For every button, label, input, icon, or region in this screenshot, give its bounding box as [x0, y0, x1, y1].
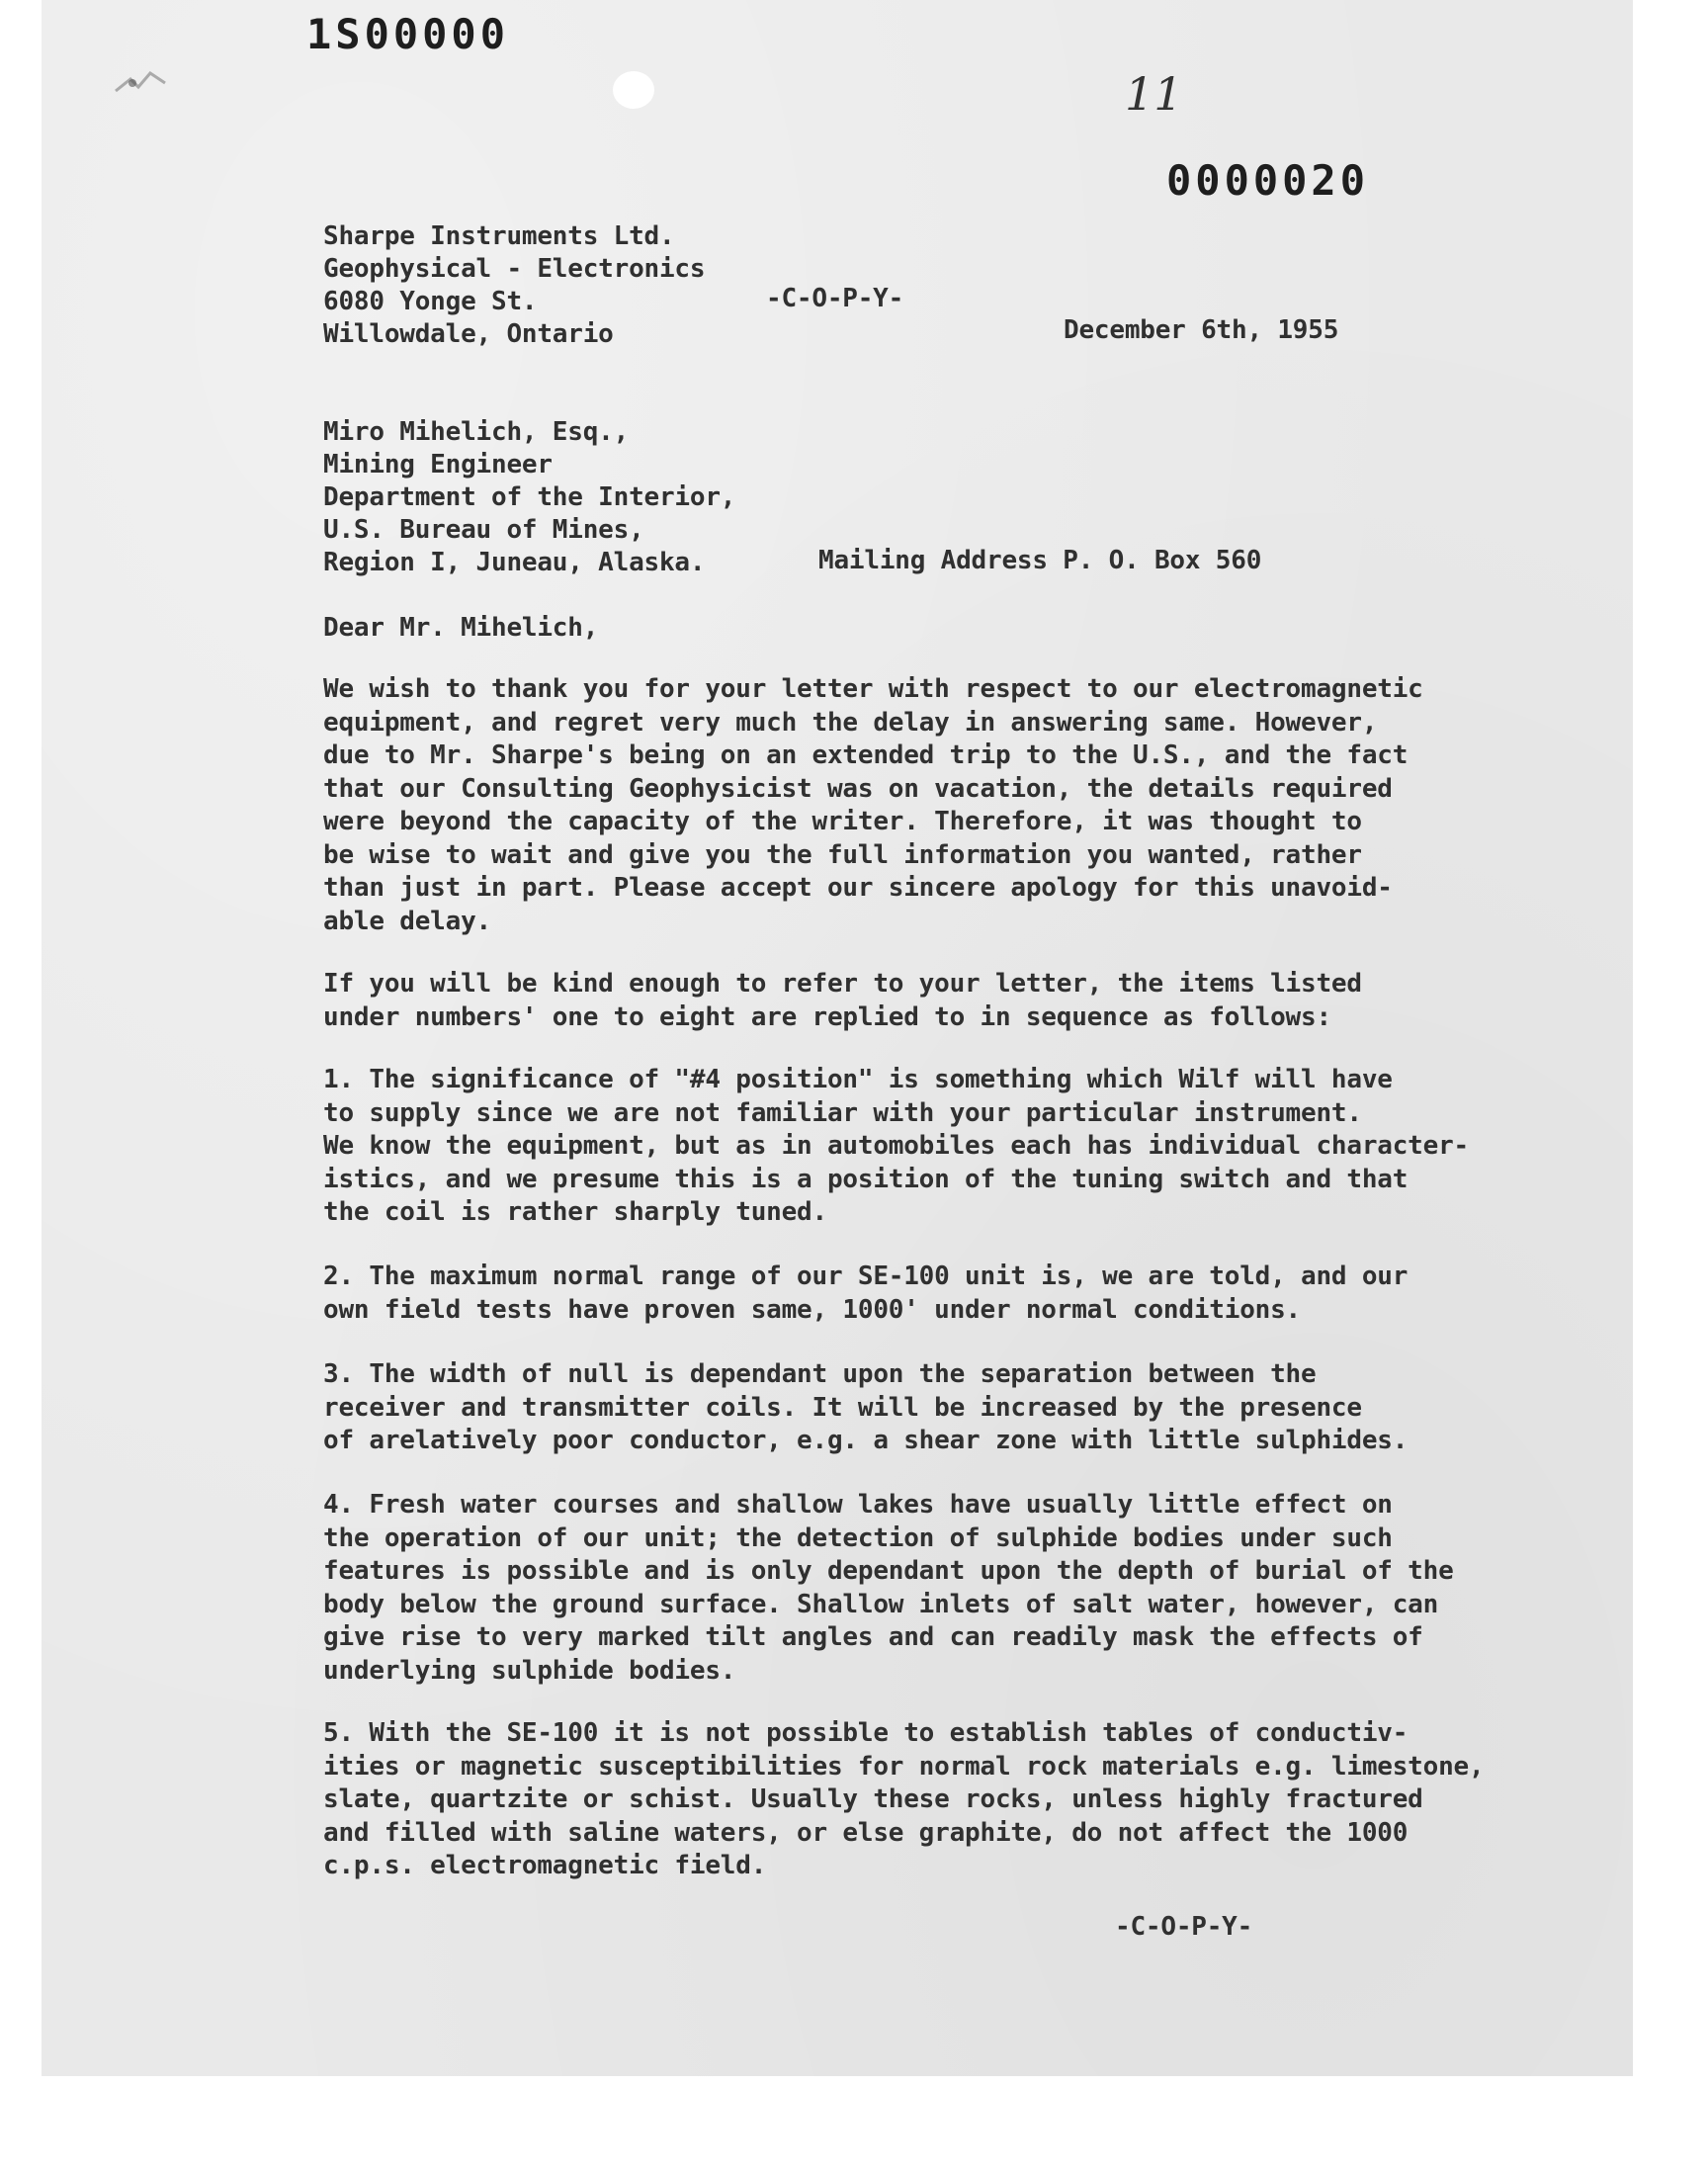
paragraph-line: and filled with saline waters, or else graphite, do not affect the 1000 — [323, 1817, 1409, 1848]
paragraph-line: c.p.s. electromagnetic field. — [323, 1851, 767, 1880]
paragraph-line: receiver and transmitter coils. It will be increased by the presence — [323, 1392, 1362, 1423]
item-4 — [323, 1489, 1608, 1688]
recipient-region: Region I, Juneau, Alaska. — [323, 548, 706, 577]
document-stamp-number: 0000020 — [1166, 156, 1370, 205]
paragraph-line: own field tests have proven same, 1000' under normal conditions. — [323, 1294, 1302, 1325]
paragraph-line: 5. With the SE-100 it is not possible to establish tables of conductiv- — [323, 1718, 1409, 1748]
item-1 — [323, 1064, 1608, 1230]
recipient-department: Department of the Interior, — [323, 482, 736, 512]
paragraph-line: istics, and we presume this is a position of the tuning switch and that — [323, 1164, 1409, 1194]
copy-mark-footer: -C-O-P-Y- — [1115, 1912, 1253, 1942]
paragraph-line: If you will be kind enough to refer to your letter, the items listed — [323, 969, 1362, 999]
letterhead-street: 6080 Yonge St. — [323, 287, 538, 316]
recipient-title: Mining Engineer — [323, 450, 553, 479]
paragraph-line: 4. Fresh water courses and shallow lakes have usually little effect on — [323, 1490, 1393, 1520]
handwritten-mark: 11 — [1125, 67, 1183, 121]
paragraph-line: 3. The width of null is dependant upon the separation between the — [323, 1359, 1317, 1389]
paragraph-line: body below the ground surface. Shallow inlets of salt water, however, can — [323, 1589, 1439, 1619]
item-3 — [323, 1358, 1608, 1458]
paragraph-line: be wise to wait and give you the full information you wanted, rather — [323, 839, 1362, 870]
letter-date: December 6th, 1955 — [1064, 315, 1339, 345]
paragraph-refer — [323, 968, 1608, 1034]
paragraph-line: features is possible and is only dependant upon the depth of burial of the — [323, 1556, 1454, 1586]
paragraph-line: underlying sulphide bodies. — [323, 1655, 736, 1686]
paragraph-line: We know the equipment, but as in automobiles each has individual character- — [323, 1131, 1469, 1161]
paragraph-line: were beyond the capacity of the writer. Therefore, it was thought to — [323, 807, 1362, 836]
recipient-mailing-address: Mailing Address P. O. Box 560 — [818, 546, 1262, 575]
paragraph-line: We wish to thank you for your letter with respect to our electromagnetic — [323, 674, 1423, 704]
recipient-name: Miro Mihelich, Esq., — [323, 417, 630, 447]
paragraph-line: the operation of our unit; the detection of sulphide bodies under such — [323, 1522, 1393, 1553]
top-stamp-number: 1S00000 — [306, 10, 510, 58]
punch-hole — [613, 71, 654, 109]
paragraph-line: 2. The maximum normal range of our SE-100 unit is, we are told, and our — [323, 1262, 1409, 1291]
item-2 — [323, 1261, 1608, 1327]
ink-smudge-mark — [111, 61, 170, 101]
paragraph-intro — [323, 673, 1608, 938]
paragraph-line: the coil is rather sharply tuned. — [323, 1197, 827, 1227]
paragraph-line: give rise to very marked tilt angles and can readily mask the effects of — [323, 1622, 1423, 1652]
item-5 — [323, 1717, 1608, 1883]
paragraph-line: able delay. — [323, 906, 491, 936]
copy-mark-header: -C-O-P-Y- — [766, 284, 904, 313]
salutation: Dear Mr. Mihelich, — [323, 613, 599, 643]
paragraph-line: that our Consulting Geophysicist was on vacation, the details required — [323, 773, 1393, 804]
paragraph-line: 1. The significance of "#4 position" is something which Wilf will have — [323, 1065, 1393, 1094]
paragraph-line: to supply since we are not familiar with your particular instrument. — [323, 1097, 1362, 1128]
paragraph-line: slate, quartzite or schist. Usually these rocks, unless highly fractured — [323, 1784, 1423, 1814]
recipient-bureau: U.S. Bureau of Mines, — [323, 515, 644, 545]
letterhead-city: Willowdale, Ontario — [323, 319, 614, 349]
letterhead-division: Geophysical - Electronics — [323, 254, 706, 284]
paragraph-line: equipment, and regret very much the delay in answering same. However, — [323, 707, 1378, 738]
letterhead-company: Sharpe Instruments Ltd. — [323, 221, 675, 251]
paragraph-line: due to Mr. Sharpe's being on an extended trip to the U.S., and the fact — [323, 740, 1409, 770]
paragraph-line: under numbers' one to eight are replied to in sequence as follows: — [323, 1001, 1331, 1032]
paragraph-line: than just in part. Please accept our sincere apology for this unavoid- — [323, 873, 1393, 903]
paragraph-line: of arelatively poor conductor, e.g. a shear zone with little sulphides. — [323, 1426, 1409, 1455]
paragraph-line: ities or magnetic susceptibilities for normal rock materials e.g. limestone, — [323, 1751, 1485, 1782]
